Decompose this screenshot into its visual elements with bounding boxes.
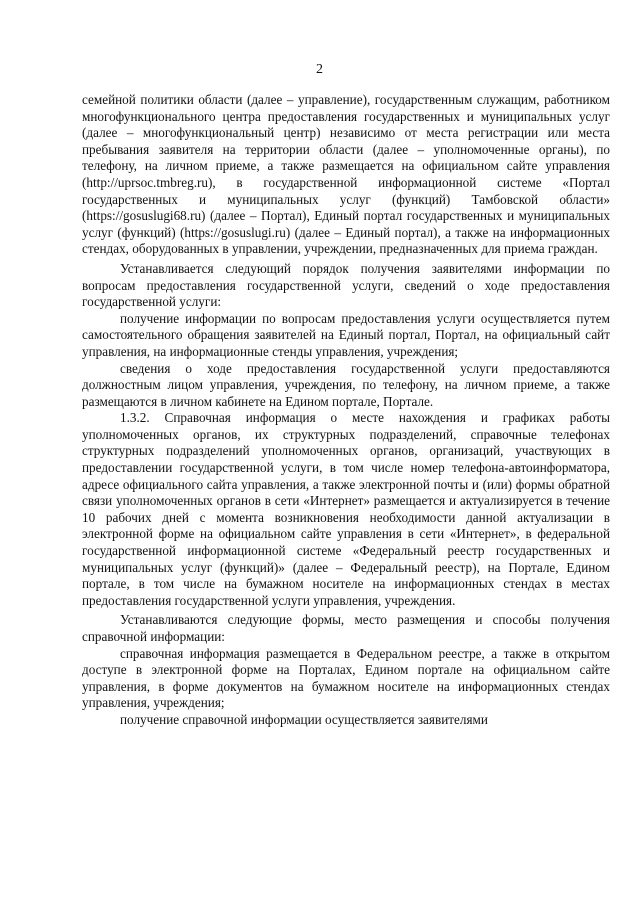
paragraph-info-procedure: Устанавливается следующий порядок получения заявителями информации по вопросам предоставления государственной услуги, сведений о ходе предоставления государственной услуги: [82,260,610,310]
paragraph-section-1-3-2: 1.3.2. Справочная информация о месте нахождения и графиках работы уполномоченных органов, их структурных подразделений, справочные телефонах структурных подразделений уполномоченных органов, организаций, участвующих в предоставлении государственной услуги, в том числе номер телефона-автоинформатора, адресе официального сайта управления, а также электронной почты и (или) формы обратной связи уполномоченных органов в сети «Интернет» размещается и актуализируется в течение 10 рабочих дней с момента возникновения необходимости данной актуализации в электронной форме на официальном сайте управления в сети «Интернет», в федеральной государственной информационной системе «Федеральный реестр государственных и муниципальных услуг (функций)» (далее – Федеральный реестр), на Портале, Едином портале, в том числе на бумажном носителе на информационных стендах в местах предоставления государственной услуги управления, учреждения. [82,410,610,608]
page-number: 2 [316,62,323,77]
paragraph-forms: Устанавливаются следующие формы, место размещения и способы получения справочной информации: [82,612,610,644]
paragraph-reference-obtaining: получение справочной информации осуществляется заявителями [120,711,488,727]
paragraph-continuation: семейной политики области (далее – управление), государственным служащим, работником многофункционального центра предоставления государственных и муниципальных услуг (далее – многофункциональный центр) независимо от места регистрации или места пребывания заявителя на территории области (далее – уполномоченные органы), по телефону, на личном приеме, а также размещается на официальном сайте управления (http://uprsoc.tmbreg.ru), в государственной информационной системе «Портал государственных и муниципальных услуг (функций) Тамбовской области» (https://gosuslugi68.ru) (далее – Портал), Единый портал государственных и муниципальных услуг (функций) (https://gosuslugi.ru) (далее – Единый портал), а также на информационных стендах, оборудованных в управлении, учреждении, предназначенных для приема граждан. [82,92,610,257]
paragraph-progress-info: сведения о ходе предоставления государственной услуги предоставляются должностным лицом управления, учреждения, по телефону, на личном приеме, а также размещаются в личном кабинете на Едином портале, Портале. [82,360,610,409]
paragraph-reference-placement: справочная информация размещается в Федеральном реестре, а также в открытом доступе в электронной форме на Порталах, Едином портале на официальном сайте управления, в форме документов на бумажном носителе на информационных стендах управления, учреждения; [82,645,610,711]
paragraph-info-obtaining: получение информации по вопросам предоставления услуги осуществляется путем самостоятельного обращения заявителей на Единый портал, Портал, на официальный сайт управления, на информационные стенды управления, учреждения; [82,310,610,359]
document-body [82,92,610,729]
